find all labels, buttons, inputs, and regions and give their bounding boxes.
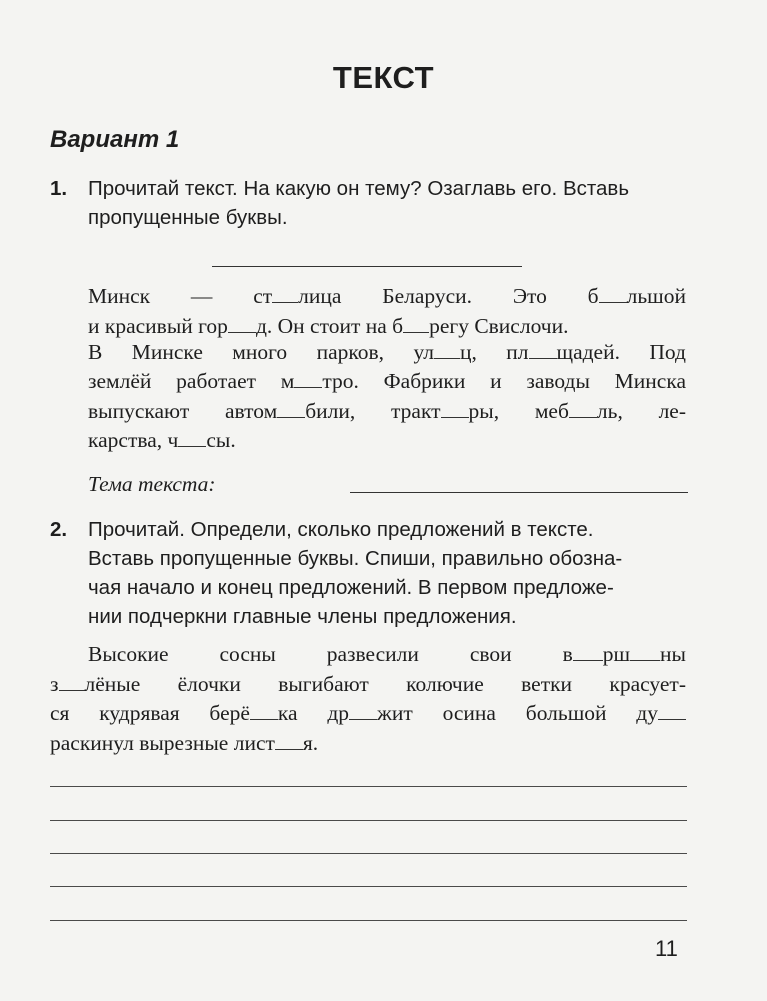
- text-line: Высокие сосны развесили свои в рш ны: [88, 642, 686, 666]
- letter-gap[interactable]: [434, 340, 460, 359]
- theme-label: Тема текста:: [88, 472, 216, 496]
- letter-gap[interactable]: [569, 399, 597, 418]
- task-1-line-1: Прочитай текст. На какую он тему? Озаглавь его. Вставь: [88, 177, 630, 200]
- letter-gap[interactable]: [573, 642, 603, 661]
- writing-line-5[interactable]: [50, 920, 687, 921]
- task-2-line-3: чая начало и конец предложений. В первом предложе-: [88, 576, 614, 599]
- text-line: ся кудрявая берё ка др жит осина большой ду: [50, 699, 686, 729]
- letter-gap[interactable]: [250, 701, 278, 720]
- text-1-paragraph-1: [88, 282, 686, 341]
- text-1-paragraph-2-cont: [88, 367, 686, 456]
- letter-gap[interactable]: [658, 701, 686, 720]
- text-2: [50, 640, 686, 758]
- writing-line-3[interactable]: [50, 853, 687, 854]
- title-answer-line[interactable]: [212, 266, 522, 267]
- text-line: землёй работает м тро. Фабрики и заводы Минска: [88, 369, 686, 393]
- task-2: [50, 515, 690, 631]
- text-line: В Минске много парков, ул ц, пл щадей. Под: [88, 340, 686, 364]
- task-1-number: 1.: [50, 177, 68, 200]
- text-line: раскинул вырезные лист я.: [50, 730, 319, 755]
- page-number: 11: [655, 936, 678, 961]
- text-line: карства, ч сы.: [88, 428, 236, 452]
- letter-gap[interactable]: [403, 314, 429, 333]
- task-2-line-4: нии подчеркни главные члены предложения.: [88, 605, 517, 628]
- writing-line-2[interactable]: [50, 820, 687, 821]
- task-1: [50, 174, 690, 232]
- text-line: и красивый гор д. Он стоит на б регу Свислочи.: [88, 313, 569, 338]
- letter-gap[interactable]: [529, 340, 557, 359]
- letter-gap[interactable]: [277, 399, 305, 418]
- letter-gap[interactable]: [599, 284, 627, 303]
- letter-gap[interactable]: [349, 701, 377, 720]
- letter-gap[interactable]: [630, 642, 660, 661]
- task-2-number: 2.: [50, 518, 68, 541]
- letter-gap[interactable]: [272, 284, 298, 303]
- letter-gap[interactable]: [59, 672, 85, 691]
- letter-gap[interactable]: [294, 369, 322, 388]
- writing-line-4[interactable]: [50, 886, 687, 887]
- writing-line-1[interactable]: [50, 786, 687, 787]
- letter-gap[interactable]: [228, 314, 256, 333]
- task-2-line-2: Вставь пропущенные буквы. Спиши, правильно обозна-: [88, 547, 623, 570]
- task-2-line-1: Прочитай. Определи, сколько предложений в тексте.: [88, 518, 594, 541]
- letter-gap[interactable]: [178, 428, 206, 447]
- page-title: ТЕКСТ: [332, 60, 435, 95]
- variant-heading: Вариант 1: [50, 126, 180, 153]
- text-line: выпускают автом били, тракт ры, меб ль, ле-: [88, 398, 687, 423]
- task-1-line-2: пропущенные буквы.: [88, 206, 288, 229]
- theme-answer-line[interactable]: [350, 492, 688, 493]
- letter-gap[interactable]: [275, 731, 303, 750]
- letter-gap[interactable]: [441, 399, 469, 418]
- theme-row: [88, 472, 688, 502]
- text-line: з лёные ёлочки выгибают колючие ветки красует-: [50, 671, 686, 696]
- text-line: Минск — ст лица Беларуси. Это б льшой: [88, 284, 686, 308]
